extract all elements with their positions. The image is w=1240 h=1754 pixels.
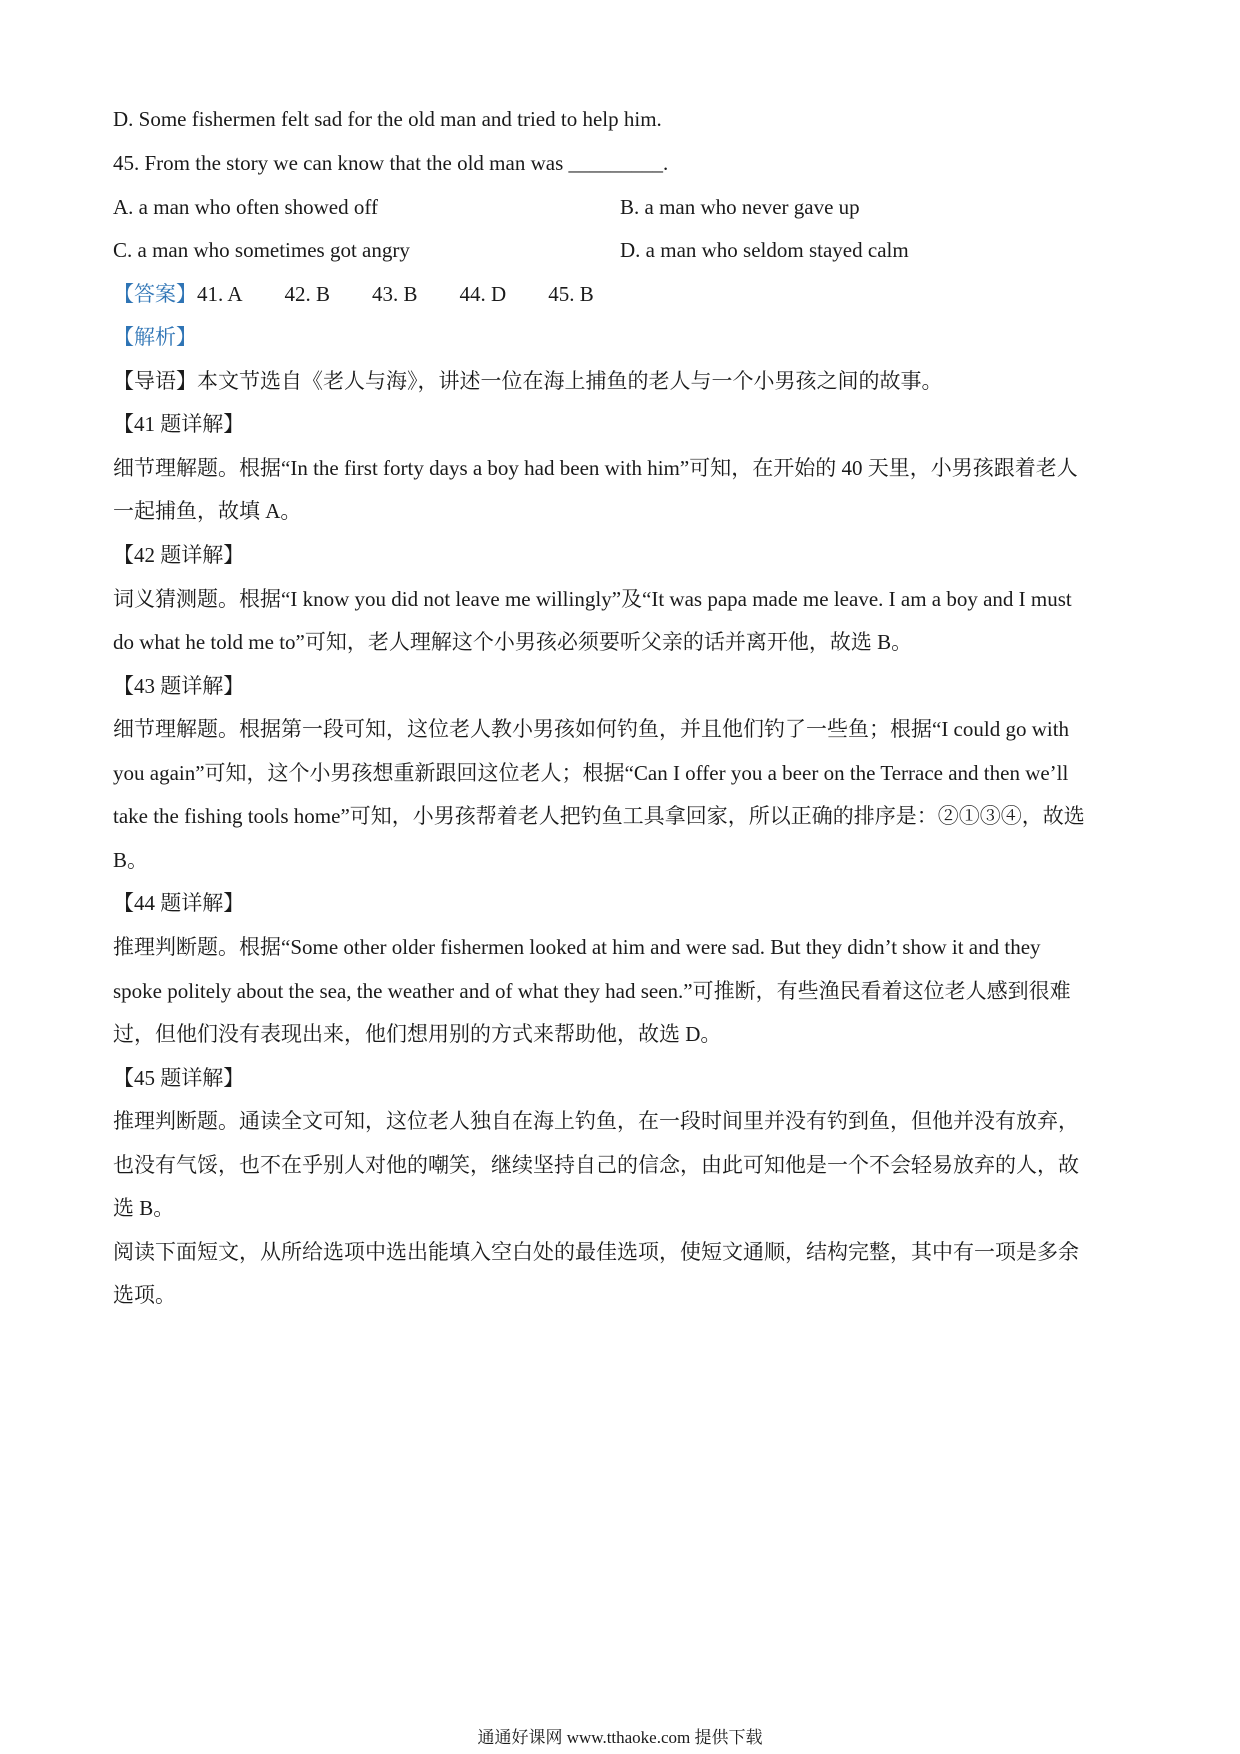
detail-line: 选 B。 [113, 1196, 175, 1220]
section-instruction: 阅读下面短文，从所给选项中选出能填入空白处的最佳选项，使短文通顺，结构完整，其中有一项是多余 [113, 1240, 1079, 1264]
detail-line: 推理判断题。通读全文可知，这位老人独自在海上钓鱼，在一段时间里并没有钓到鱼，但他并没有放弃， [113, 1109, 1079, 1133]
answer-row [113, 281, 594, 307]
q44-option-d: D. Some fishermen felt sad for the old man and tried to help him. [113, 107, 662, 131]
detail-line: 细节理解题。根据第一段可知，这位老人教小男孩如何钓鱼，并且他们钓了一些鱼；根据“I could go with [113, 717, 1070, 741]
q45-stem: 45. From the story we can know that the old man was _________. [113, 151, 669, 175]
detail-heading-41: 【41 题详解】 [113, 412, 245, 436]
detail-line: 细节理解题。根据“In the first forty days a boy had been with him”可知，在开始的 40 天里，小男孩跟着老人 [113, 456, 1078, 480]
q45-option-c: C. a man who sometimes got angry [113, 238, 410, 262]
intro-text: 【导语】本文节选自《老人与海》，讲述一位在海上捕鱼的老人与一个小男孩之间的故事。 [113, 369, 943, 393]
detail-heading-45: 【45 题详解】 [113, 1066, 245, 1090]
page-footer: 通通好课网 www.tthaoke.com 提供下载 [477, 1728, 763, 1747]
detail-line: spoke politely about the sea, the weather and of what they had seen.”可推断，有些渔民看着这位老人感到很难 [113, 979, 1071, 1003]
answer-item: 41. A [197, 282, 243, 306]
detail-line: take the fishing tools home”可知，小男孩帮着老人把钓鱼工具拿回家，所以正确的排序是：②①③④，故选 [113, 804, 1085, 828]
detail-line: 过，但他们没有表现出来，他们想用别的方式来帮助他，故选 D。 [113, 1022, 722, 1046]
detail-line: 一起捕鱼，故填 A。 [113, 499, 302, 523]
q45-option-b: B. a man who never gave up [620, 195, 860, 219]
detail-line: B。 [113, 848, 149, 872]
detail-line: 推理判断题。根据“Some other older fishermen looked at him and were sad. But they didn’t show it and they [113, 935, 1041, 959]
detail-heading-44: 【44 题详解】 [113, 891, 245, 915]
detail-line: you again”可知，这个小男孩想重新跟回这位老人；根据“Can I offer you a beer on the Terrace and then we’ll [113, 761, 1069, 785]
answer-item: 45. B [548, 282, 594, 306]
q45-option-a: A. a man who often showed off [113, 195, 378, 219]
detail-heading-42: 【42 题详解】 [113, 543, 245, 567]
detail-line: 词义猜测题。根据“I know you did not leave me willingly”及“It was papa made me leave. I am a boy and I must [113, 587, 1072, 611]
analysis-label: 【解析】 [113, 325, 197, 349]
section-instruction: 选项。 [113, 1283, 176, 1307]
q45-option-d: D. a man who seldom stayed calm [620, 238, 909, 262]
detail-line: 也没有气馁，也不在乎别人对他的嘲笑，继续坚持自己的信念，由此可知他是一个不会轻易放弃的人，故 [113, 1153, 1079, 1177]
answer-label: 【答案】 [113, 282, 197, 306]
answer-item: 43. B [372, 282, 418, 306]
detail-line: do what he told me to”可知，老人理解这个小男孩必须要听父亲的话并离开他，故选 B。 [113, 630, 913, 654]
detail-heading-43: 【43 题详解】 [113, 674, 245, 698]
answer-item: 42. B [284, 282, 331, 306]
answer-item: 44. D [459, 282, 507, 306]
